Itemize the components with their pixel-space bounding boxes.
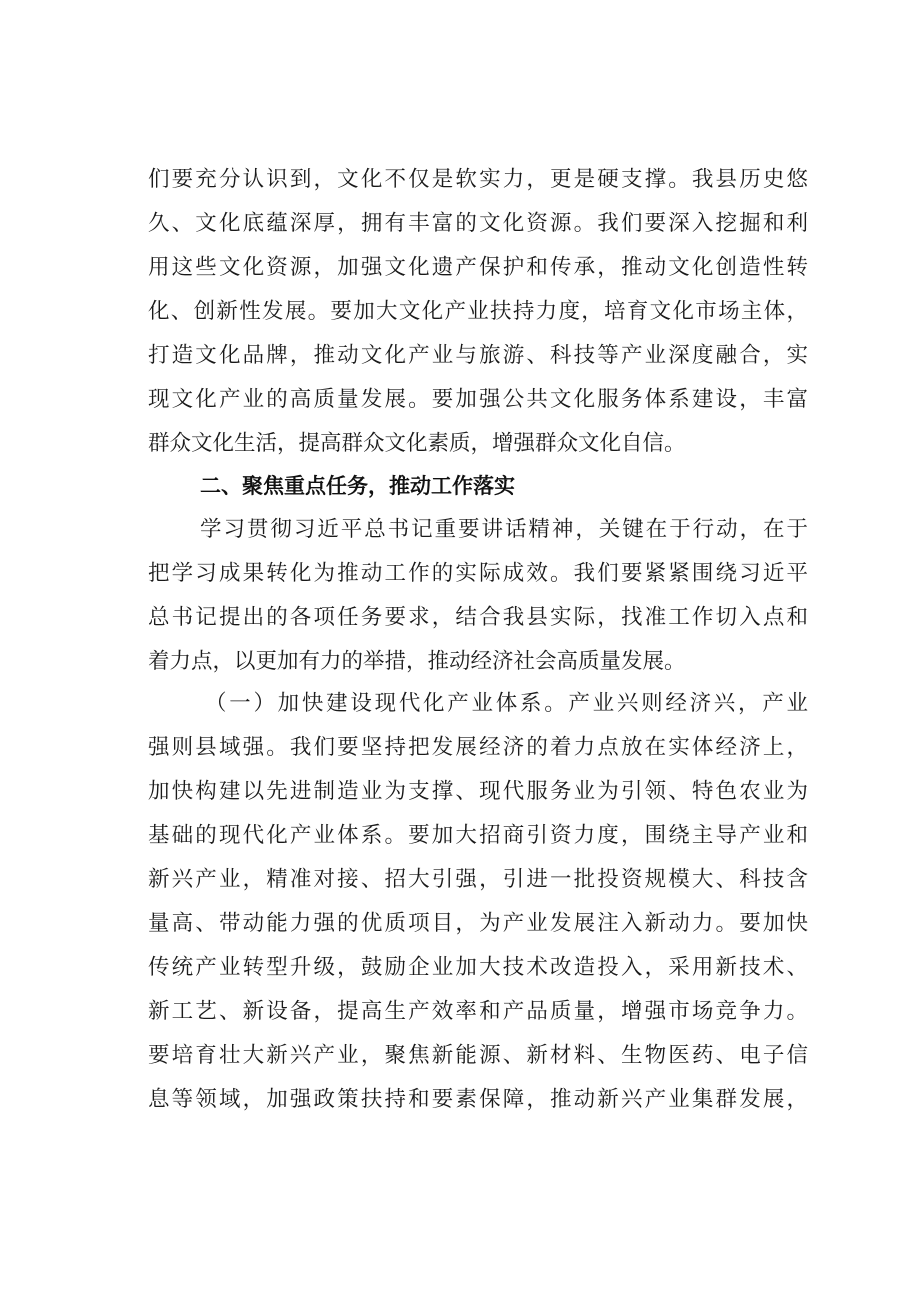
paragraph-line: 总书记提出的各项任务要求，结合我县实际，找准工作切入点和 bbox=[148, 605, 808, 630]
paragraph-line: 息等领域，加强政策扶持和要素保障，推动新兴产业集群发展， bbox=[148, 1087, 808, 1112]
paragraph-line: 传统产业转型升级，鼓励企业加大技术改造投入，采用新技术、 bbox=[148, 955, 808, 980]
paragraph-line: 打造文化品牌，推动文化产业与旅游、科技等产业深度融合，实 bbox=[148, 343, 808, 368]
paragraph-line: 化、创新性发展。要加大文化产业扶持力度，培育文化市场主体， bbox=[148, 299, 808, 324]
paragraph-line: 现文化产业的高质量发展。要加强公共文化服务体系建设，丰富 bbox=[148, 387, 808, 412]
paragraph-line: 久、文化底蕴深厚，拥有丰富的文化资源。我们要深入挖掘和利 bbox=[148, 211, 808, 236]
paragraph-line: 加快构建以先进制造业为支撑、现代服务业为引领、特色农业为 bbox=[148, 779, 808, 804]
paragraph-line: 着力点，以更加有力的举措，推动经济社会高质量发展。 bbox=[148, 649, 686, 674]
paragraph-line: 群众文化生活，提高群众文化素质，增强群众文化自信。 bbox=[148, 431, 686, 456]
paragraph-line: 学习贯彻习近平总书记重要讲话精神，关键在于行动，在于 bbox=[200, 517, 808, 542]
paragraph-line: （一）加快建设现代化产业体系。产业兴则经济兴，产业 bbox=[205, 691, 808, 716]
paragraph-line: 新工艺、新设备，提高生产效率和产品质量，增强市场竞争力。 bbox=[148, 999, 808, 1024]
paragraph-line: 把学习成果转化为推动工作的实际成效。我们要紧紧围绕习近平 bbox=[148, 561, 808, 586]
paragraph-line: 们要充分认识到，文化不仅是软实力，更是硬支撑。我县历史悠 bbox=[148, 167, 808, 192]
paragraph-line: 量高、带动能力强的优质项目，为产业发展注入新动力。要加快 bbox=[148, 911, 808, 936]
paragraph-line: 用这些文化资源，加强文化遗产保护和传承，推动文化创造性转 bbox=[148, 255, 808, 280]
paragraph-line: 强则县域强。我们要坚持把发展经济的着力点放在实体经济上， bbox=[148, 735, 808, 760]
paragraph-line: 基础的现代化产业体系。要加大招商引资力度，围绕主导产业和 bbox=[148, 823, 808, 848]
paragraph-line: 要培育壮大新兴产业，聚焦新能源、新材料、生物医药、电子信 bbox=[148, 1043, 808, 1068]
paragraph-line: 新兴产业，精准对接、招大引强，引进一批投资规模大、科技含 bbox=[148, 867, 808, 892]
section-heading: 二、聚焦重点任务，推动工作落实 bbox=[200, 474, 515, 498]
